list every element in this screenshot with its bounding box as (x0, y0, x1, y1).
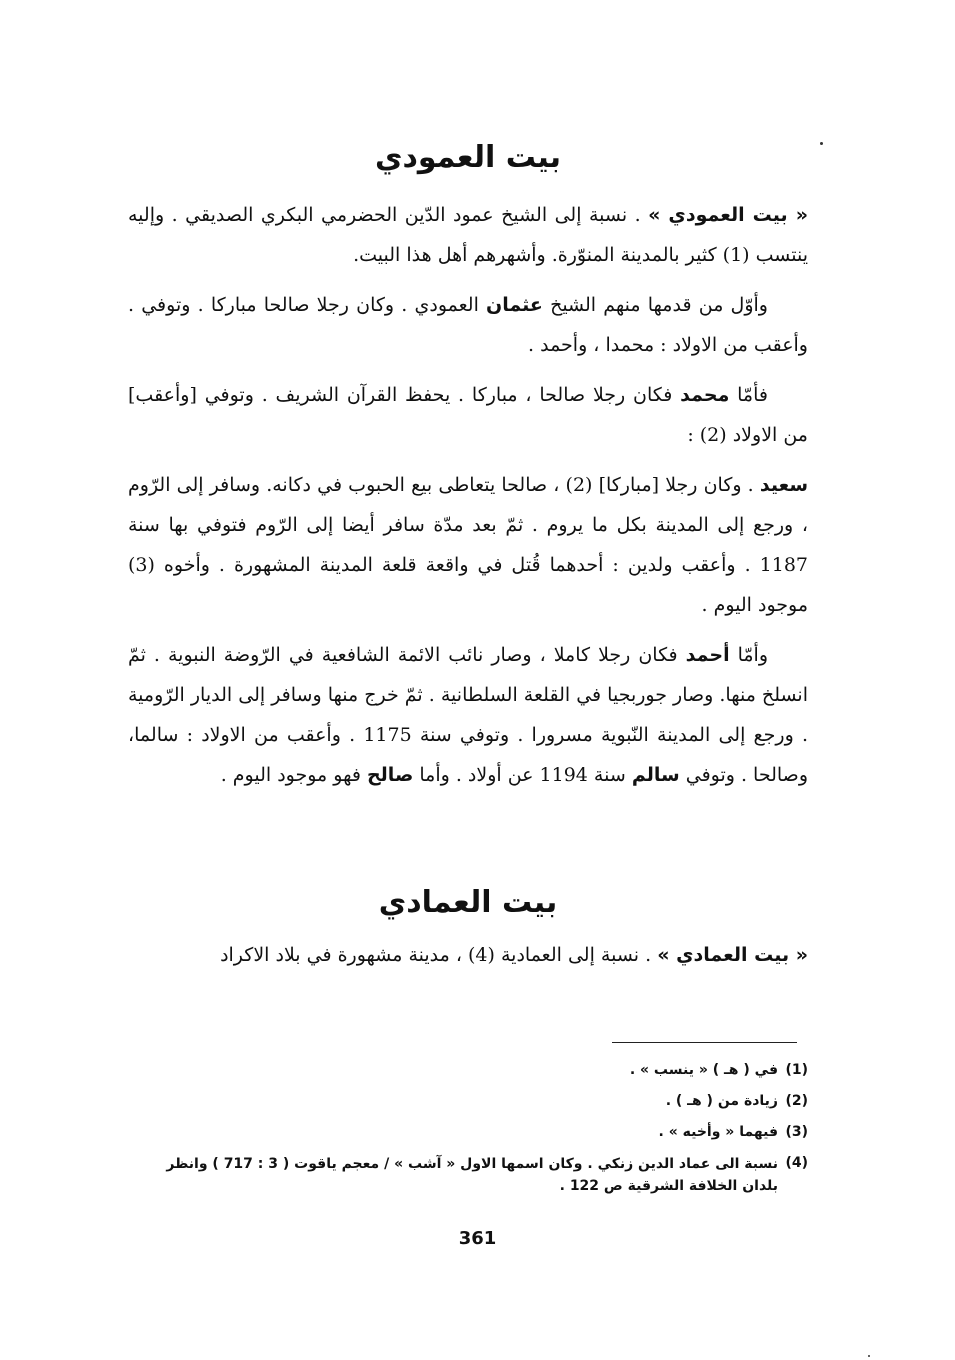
section-title-amudi: بيت العمودي (374, 140, 561, 175)
footnote-text: في ( هـ ) « ينسب » . (629, 1062, 778, 1078)
scan-speck (820, 142, 823, 145)
paragraph-text: . نسبة إلى العمادية (4) ، مدينة مشهورة في بلاد الاكراد (220, 944, 652, 966)
footnote-text: نسبة الى عماد الدين زنكي . وكان اسمها الاول « آشب » / معجم ياقوت ( 3 : 717 ) وانظر بلدان الخلافة الشرقية ص 122 . (166, 1156, 778, 1194)
page-number: 361 (458, 1228, 497, 1249)
bold-term: « بيت العمادي » (657, 944, 808, 966)
footnotes (128, 1055, 808, 1197)
footnote-item (128, 1086, 808, 1117)
bold-name: سعيد (759, 474, 808, 496)
paragraph-muhammad (128, 375, 808, 455)
paragraph-text: وأوّل من قدمها منهم الشيخ (550, 294, 768, 316)
paragraph-text: سنة 1194 عن أولاد . وأما (419, 764, 626, 786)
footnote-number: (4) (785, 1155, 808, 1171)
paragraph-text: العمودي . وكان رجلا صالحا مباركا . وتوفي . وأعقب من الاولاد : محمدا ، وأحمد . (128, 294, 808, 356)
footnote-item (128, 1055, 808, 1086)
paragraph-text: فأمّا (737, 384, 768, 406)
section-body-imadi (128, 935, 808, 975)
scan-speck (868, 1355, 870, 1357)
paragraph-text: . وكان رجلا [مباركا] (2) ، صالحا يتعاطى بيع الحبوب في دكانه. وسافر إلى الرّوم ، ورجع إلى المدينة بكل ما يروم . ثمّ بعد مدّة سافر أيضا إلى الرّوم فتوفي بها سنة 1187 . وأعقب ولدين : أحدهما قُتل في واقعة قلعة المدينة المشهورة . وأخوه (3) موجود اليوم . (128, 474, 808, 616)
section-body-amudi (128, 195, 808, 795)
bold-name: سالم (631, 764, 680, 786)
footnote-number: (1) (785, 1062, 808, 1078)
footnote-text: فيهما « وأخيه » . (658, 1124, 778, 1140)
paragraph-text: فكان رجلا كاملا ، وصار نائب الائمة الشافعية في الرّوضة النبوية . ثمّ انسلخ منها. وصار جوربجيا في القلعة السلطانية . ثمّ خرج منها وسافر إلى الديار الرّومية . ورجع إلى المدينة النّبوية مسرورا . وتوفي سنة 1175 . وأعقب من الاولاد : سالما، وصالحا . وتوفي (128, 644, 808, 786)
section-title-imadi: بيت العمادي (378, 885, 558, 920)
paragraph-text: وأمّا (737, 644, 768, 666)
paragraph-imadi (128, 935, 808, 975)
paragraph-text: فكان رجلا صالحا ، مباركا . يحفظ القرآن الشريف . وتوفي [وأعقب] من الاولاد (2) : (128, 384, 808, 446)
footnote-separator (612, 1042, 797, 1043)
footnote-text: زيادة من ( هـ ) . (665, 1093, 778, 1109)
footnote-item (128, 1117, 808, 1148)
bold-term: « بيت العمودي » (648, 204, 808, 226)
bold-name: محمد (680, 384, 730, 406)
paragraph-ahmad (128, 635, 808, 795)
bold-name: أحمد (685, 644, 730, 666)
paragraph-text: . نسبة إلى الشيخ عمود الدّين الحضرمي البكري الصديقي . وإليه ينتسب (1) كثير بالمدينة المنوّرة. وأشهرهم أهل هذا البيت. (128, 204, 808, 266)
bold-name: عثمان (486, 294, 543, 316)
paragraph-said (128, 465, 808, 625)
paragraph-uthman (128, 285, 808, 365)
footnote-number: (2) (785, 1093, 808, 1109)
footnote-number: (3) (785, 1124, 808, 1140)
bold-name: صالح (366, 764, 414, 786)
paragraph-text: فهو موجود اليوم . (220, 764, 361, 786)
footnote-item (128, 1148, 808, 1197)
paragraph-intro (128, 195, 808, 275)
